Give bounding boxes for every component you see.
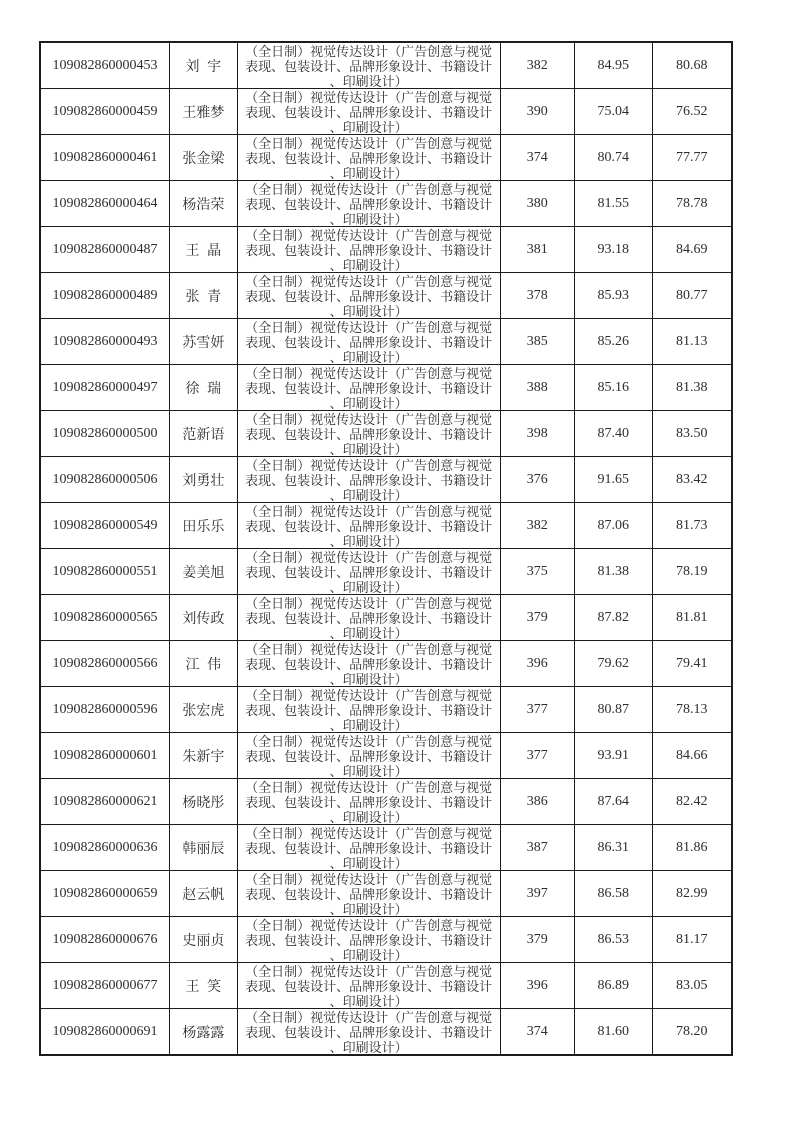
score2-cell: 87.82: [574, 595, 652, 641]
program-text: [238, 227, 500, 272]
score3-cell: 78.78: [652, 181, 732, 227]
program-cell: [237, 411, 500, 457]
candidate-name-cell: 张宏虎: [170, 687, 238, 733]
candidate-name-cell: 王雅梦: [170, 89, 238, 135]
program-line-3: 、印刷设计）: [329, 396, 408, 410]
score2-cell: 84.95: [574, 42, 652, 89]
program-line-2: 表现、包装设计、品牌形象设计、书籍设计: [245, 795, 493, 810]
candidate-name-cell: 史丽贞: [170, 917, 238, 963]
table-row: [40, 871, 732, 917]
score1-cell: 387: [500, 825, 574, 871]
program-text: [238, 825, 500, 870]
program-line-2: 表现、包装设计、品牌形象设计、书籍设计: [245, 703, 493, 718]
score2-cell: 86.89: [574, 963, 652, 1009]
score3-cell: 84.66: [652, 733, 732, 779]
program-text: [238, 687, 500, 732]
program-line-2: 表现、包装设计、品牌形象设计、书籍设计: [245, 841, 493, 856]
score1-cell: 379: [500, 595, 574, 641]
program-cell: [237, 89, 500, 135]
score3-cell: 79.41: [652, 641, 732, 687]
program-cell: [237, 687, 500, 733]
program-line-1: （全日制）视觉传达设计（广告创意与视觉: [245, 642, 493, 657]
candidate-id-cell: 109082860000487: [40, 227, 170, 273]
candidate-id-cell: 109082860000549: [40, 503, 170, 549]
candidate-name-cell: 刘勇壮: [170, 457, 238, 503]
score2-cell: 80.74: [574, 135, 652, 181]
score3-cell: 81.13: [652, 319, 732, 365]
score2-cell: 79.62: [574, 641, 652, 687]
candidate-id-cell: 109082860000497: [40, 365, 170, 411]
score1-cell: 382: [500, 503, 574, 549]
score1-cell: 390: [500, 89, 574, 135]
program-line-3: 、印刷设计）: [329, 718, 408, 732]
program-line-3: 、印刷设计）: [329, 902, 408, 916]
score1-cell: 382: [500, 42, 574, 89]
program-line-1: （全日制）视觉传达设计（广告创意与视觉: [245, 320, 493, 335]
score3-cell: 80.77: [652, 273, 732, 319]
candidate-name-cell: 张金梁: [170, 135, 238, 181]
score1-cell: 397: [500, 871, 574, 917]
candidate-id-cell: 109082860000551: [40, 549, 170, 595]
candidate-id-cell: 109082860000464: [40, 181, 170, 227]
score3-cell: 83.42: [652, 457, 732, 503]
program-line-1: （全日制）视觉传达设计（广告创意与视觉: [245, 90, 493, 105]
candidate-id-cell: 109082860000453: [40, 42, 170, 89]
score1-cell: 386: [500, 779, 574, 825]
candidate-id-cell: 109082860000500: [40, 411, 170, 457]
candidate-id-cell: 109082860000459: [40, 89, 170, 135]
table-row: [40, 917, 732, 963]
candidate-id-cell: 109082860000493: [40, 319, 170, 365]
candidate-id-cell: 109082860000461: [40, 135, 170, 181]
program-cell: [237, 42, 500, 89]
candidate-name-cell: 王笑: [170, 963, 238, 1009]
score2-cell: 81.60: [574, 1009, 652, 1056]
program-line-3: 、印刷设计）: [329, 948, 408, 962]
program-text: [238, 457, 500, 502]
program-line-2: 表现、包装设计、品牌形象设计、书籍设计: [245, 657, 493, 672]
program-line-3: 、印刷设计）: [329, 994, 408, 1008]
score3-cell: 81.17: [652, 917, 732, 963]
program-cell: [237, 227, 500, 273]
table-row: [40, 595, 732, 641]
program-line-3: 、印刷设计）: [329, 350, 408, 364]
candidate-id-cell: 109082860000691: [40, 1009, 170, 1056]
program-line-2: 表现、包装设计、品牌形象设计、书籍设计: [245, 289, 493, 304]
program-line-3: 、印刷设计）: [329, 212, 408, 226]
table-row: [40, 963, 732, 1009]
program-cell: [237, 825, 500, 871]
program-line-1: （全日制）视觉传达设计（广告创意与视觉: [245, 826, 493, 841]
score3-cell: 84.69: [652, 227, 732, 273]
table-row: [40, 733, 732, 779]
program-text: [238, 43, 500, 88]
program-text: [238, 871, 500, 916]
program-line-1: （全日制）视觉传达设计（广告创意与视觉: [245, 918, 493, 933]
candidate-name-cell: 朱新宇: [170, 733, 238, 779]
score2-cell: 87.64: [574, 779, 652, 825]
score3-cell: 78.20: [652, 1009, 732, 1056]
program-line-2: 表现、包装设计、品牌形象设计、书籍设计: [245, 565, 493, 580]
program-line-2: 表现、包装设计、品牌形象设计、书籍设计: [245, 59, 493, 74]
program-line-1: （全日制）视觉传达设计（广告创意与视觉: [245, 780, 493, 795]
program-line-1: （全日制）视觉传达设计（广告创意与视觉: [245, 964, 493, 979]
score3-cell: 83.05: [652, 963, 732, 1009]
program-line-2: 表现、包装设计、品牌形象设计、书籍设计: [245, 473, 493, 488]
program-line-3: 、印刷设计）: [329, 488, 408, 502]
program-cell: [237, 595, 500, 641]
candidate-id-cell: 109082860000596: [40, 687, 170, 733]
candidate-name-cell: 张青: [170, 273, 238, 319]
score1-cell: 375: [500, 549, 574, 595]
program-text: [238, 365, 500, 410]
program-text: [238, 1009, 500, 1054]
table-row: [40, 1009, 732, 1056]
score2-cell: 75.04: [574, 89, 652, 135]
score2-cell: 80.87: [574, 687, 652, 733]
program-line-2: 表现、包装设计、品牌形象设计、书籍设计: [245, 243, 493, 258]
score2-cell: 86.31: [574, 825, 652, 871]
program-text: [238, 181, 500, 226]
score1-cell: 381: [500, 227, 574, 273]
program-cell: [237, 779, 500, 825]
score1-cell: 385: [500, 319, 574, 365]
program-line-1: （全日制）视觉传达设计（广告创意与视觉: [245, 688, 493, 703]
score1-cell: 377: [500, 733, 574, 779]
program-cell: [237, 503, 500, 549]
program-cell: [237, 733, 500, 779]
table-row: [40, 825, 732, 871]
score3-cell: 82.99: [652, 871, 732, 917]
program-line-1: （全日制）视觉传达设计（广告创意与视觉: [245, 274, 493, 289]
program-cell: [237, 365, 500, 411]
score3-cell: 78.13: [652, 687, 732, 733]
program-line-3: 、印刷设计）: [329, 810, 408, 824]
score1-cell: 396: [500, 963, 574, 1009]
program-line-2: 表现、包装设计、品牌形象设计、书籍设计: [245, 151, 493, 166]
candidate-name-cell: 江伟: [170, 641, 238, 687]
candidate-id-cell: 109082860000621: [40, 779, 170, 825]
score2-cell: 81.55: [574, 181, 652, 227]
program-text: [238, 733, 500, 778]
score3-cell: 77.77: [652, 135, 732, 181]
program-text: [238, 89, 500, 134]
score3-cell: 80.68: [652, 42, 732, 89]
score2-cell: 86.53: [574, 917, 652, 963]
candidate-name-cell: 王晶: [170, 227, 238, 273]
program-cell: [237, 457, 500, 503]
score2-cell: 93.91: [574, 733, 652, 779]
candidate-name-cell: 杨露露: [170, 1009, 238, 1056]
table-row: [40, 549, 732, 595]
score3-cell: 83.50: [652, 411, 732, 457]
program-line-3: 、印刷设计）: [329, 74, 408, 88]
program-line-2: 表现、包装设计、品牌形象设计、书籍设计: [245, 197, 493, 212]
table-row: [40, 457, 732, 503]
score3-cell: 81.81: [652, 595, 732, 641]
score2-cell: 85.16: [574, 365, 652, 411]
table-row: [40, 687, 732, 733]
program-line-3: 、印刷设计）: [329, 120, 408, 134]
program-line-2: 表现、包装设计、品牌形象设计、书籍设计: [245, 1025, 493, 1040]
program-line-3: 、印刷设计）: [329, 166, 408, 180]
candidate-id-cell: 109082860000489: [40, 273, 170, 319]
program-line-3: 、印刷设计）: [329, 258, 408, 272]
program-line-3: 、印刷设计）: [329, 672, 408, 686]
program-line-2: 表现、包装设计、品牌形象设计、书籍设计: [245, 519, 493, 534]
program-line-3: 、印刷设计）: [329, 626, 408, 640]
program-line-2: 表现、包装设计、品牌形象设计、书籍设计: [245, 933, 493, 948]
score3-cell: 78.19: [652, 549, 732, 595]
score1-cell: 396: [500, 641, 574, 687]
candidate-id-cell: 109082860000677: [40, 963, 170, 1009]
program-text: [238, 917, 500, 962]
score1-cell: 398: [500, 411, 574, 457]
program-line-3: 、印刷设计）: [329, 442, 408, 456]
candidate-name-cell: 杨晓彤: [170, 779, 238, 825]
score3-cell: 81.73: [652, 503, 732, 549]
program-text: [238, 319, 500, 364]
candidate-name-cell: 姜美旭: [170, 549, 238, 595]
table-row: [40, 227, 732, 273]
candidate-name-cell: 刘宇: [170, 42, 238, 89]
score1-cell: 374: [500, 135, 574, 181]
table-row: [40, 411, 732, 457]
program-text: [238, 549, 500, 594]
score1-cell: 379: [500, 917, 574, 963]
candidate-name-cell: 韩丽辰: [170, 825, 238, 871]
score1-cell: 378: [500, 273, 574, 319]
table-row: [40, 89, 732, 135]
candidate-id-cell: 109082860000566: [40, 641, 170, 687]
score2-cell: 85.93: [574, 273, 652, 319]
program-line-2: 表现、包装设计、品牌形象设计、书籍设计: [245, 427, 493, 442]
program-cell: [237, 549, 500, 595]
score3-cell: 81.86: [652, 825, 732, 871]
program-line-1: （全日制）视觉传达设计（广告创意与视觉: [245, 136, 493, 151]
table-row: [40, 181, 732, 227]
program-line-3: 、印刷设计）: [329, 1040, 408, 1054]
program-line-1: （全日制）视觉传达设计（广告创意与视觉: [245, 550, 493, 565]
table-row: [40, 641, 732, 687]
program-line-3: 、印刷设计）: [329, 856, 408, 870]
table-body: [40, 42, 732, 1055]
score2-cell: 93.18: [574, 227, 652, 273]
score2-cell: 91.65: [574, 457, 652, 503]
program-line-2: 表现、包装设计、品牌形象设计、书籍设计: [245, 335, 493, 350]
program-line-2: 表现、包装设计、品牌形象设计、书籍设计: [245, 611, 493, 626]
candidate-name-cell: 徐瑞: [170, 365, 238, 411]
program-line-1: （全日制）视觉传达设计（广告创意与视觉: [245, 596, 493, 611]
program-line-3: 、印刷设计）: [329, 580, 408, 594]
program-text: [238, 963, 500, 1008]
program-text: [238, 273, 500, 318]
score2-cell: 85.26: [574, 319, 652, 365]
program-line-1: （全日制）视觉传达设计（广告创意与视觉: [245, 1010, 493, 1025]
program-line-2: 表现、包装设计、品牌形象设计、书籍设计: [245, 749, 493, 764]
table-row: [40, 42, 732, 89]
program-line-3: 、印刷设计）: [329, 304, 408, 318]
program-line-1: （全日制）视觉传达设计（广告创意与视觉: [245, 504, 493, 519]
table-row: [40, 273, 732, 319]
candidate-id-cell: 109082860000659: [40, 871, 170, 917]
program-cell: [237, 273, 500, 319]
table-row: [40, 365, 732, 411]
program-cell: [237, 641, 500, 687]
score3-cell: 82.42: [652, 779, 732, 825]
score1-cell: 374: [500, 1009, 574, 1056]
program-line-3: 、印刷设计）: [329, 764, 408, 778]
program-text: [238, 135, 500, 180]
table-row: [40, 503, 732, 549]
program-line-1: （全日制）视觉传达设计（广告创意与视觉: [245, 872, 493, 887]
program-line-2: 表现、包装设计、品牌形象设计、书籍设计: [245, 381, 493, 396]
candidate-name-cell: 赵云帆: [170, 871, 238, 917]
program-line-1: （全日制）视觉传达设计（广告创意与视觉: [245, 44, 493, 59]
program-line-1: （全日制）视觉传达设计（广告创意与视觉: [245, 366, 493, 381]
table-row: [40, 135, 732, 181]
program-text: [238, 641, 500, 686]
program-line-1: （全日制）视觉传达设计（广告创意与视觉: [245, 228, 493, 243]
table-row: [40, 319, 732, 365]
program-cell: [237, 181, 500, 227]
admission-results-table: [39, 41, 733, 1056]
program-cell: [237, 871, 500, 917]
program-cell: [237, 1009, 500, 1056]
program-text: [238, 595, 500, 640]
program-line-1: （全日制）视觉传达设计（广告创意与视觉: [245, 412, 493, 427]
score3-cell: 81.38: [652, 365, 732, 411]
candidate-id-cell: 109082860000565: [40, 595, 170, 641]
table-row: [40, 779, 732, 825]
candidate-id-cell: 109082860000676: [40, 917, 170, 963]
score3-cell: 76.52: [652, 89, 732, 135]
program-cell: [237, 135, 500, 181]
program-line-3: 、印刷设计）: [329, 534, 408, 548]
program-cell: [237, 963, 500, 1009]
program-line-1: （全日制）视觉传达设计（广告创意与视觉: [245, 182, 493, 197]
score1-cell: 388: [500, 365, 574, 411]
program-line-2: 表现、包装设计、品牌形象设计、书籍设计: [245, 887, 493, 902]
score1-cell: 376: [500, 457, 574, 503]
candidate-name-cell: 苏雪妍: [170, 319, 238, 365]
program-cell: [237, 917, 500, 963]
candidate-id-cell: 109082860000601: [40, 733, 170, 779]
score2-cell: 87.40: [574, 411, 652, 457]
candidate-name-cell: 刘传政: [170, 595, 238, 641]
program-text: [238, 503, 500, 548]
candidate-id-cell: 109082860000506: [40, 457, 170, 503]
program-cell: [237, 319, 500, 365]
candidate-name-cell: 范新语: [170, 411, 238, 457]
program-line-1: （全日制）视觉传达设计（广告创意与视觉: [245, 458, 493, 473]
program-line-1: （全日制）视觉传达设计（广告创意与视觉: [245, 734, 493, 749]
program-text: [238, 779, 500, 824]
score1-cell: 377: [500, 687, 574, 733]
candidate-name-cell: 田乐乐: [170, 503, 238, 549]
candidate-id-cell: 109082860000636: [40, 825, 170, 871]
candidate-name-cell: 杨浩荣: [170, 181, 238, 227]
program-line-2: 表现、包装设计、品牌形象设计、书籍设计: [245, 979, 493, 994]
score2-cell: 87.06: [574, 503, 652, 549]
score2-cell: 81.38: [574, 549, 652, 595]
program-text: [238, 411, 500, 456]
score2-cell: 86.58: [574, 871, 652, 917]
score1-cell: 380: [500, 181, 574, 227]
program-line-2: 表现、包装设计、品牌形象设计、书籍设计: [245, 105, 493, 120]
